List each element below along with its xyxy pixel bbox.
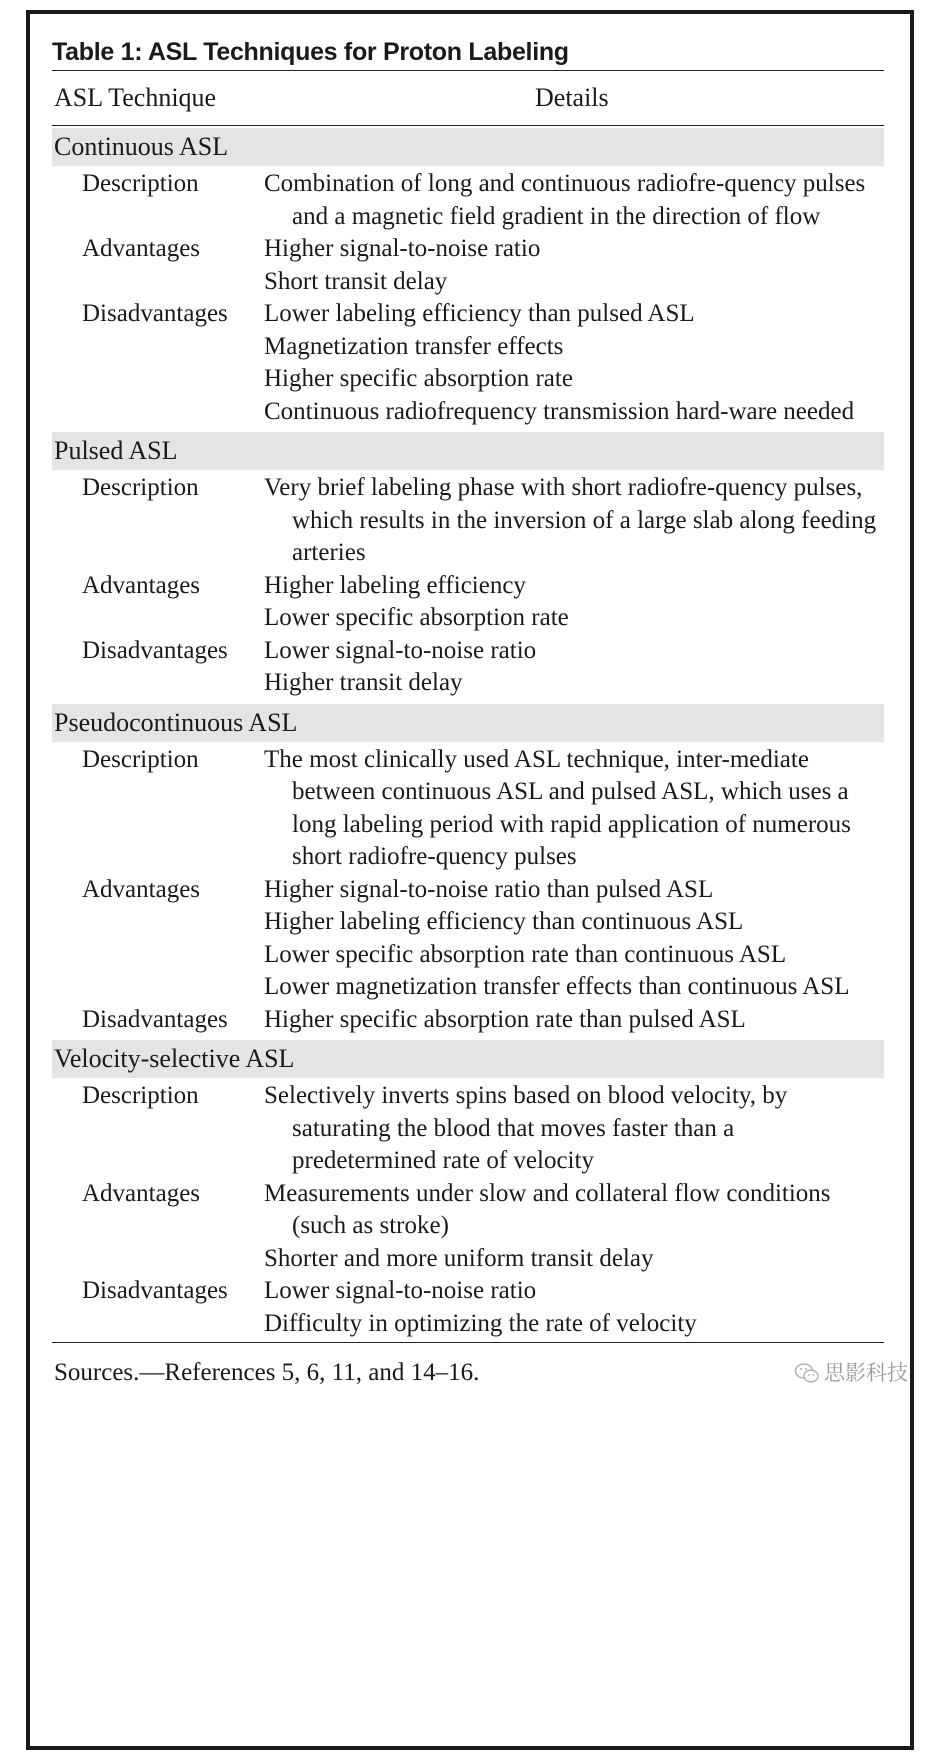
detail-item: Short transit delay: [264, 267, 448, 295]
section-rows: [52, 166, 884, 430]
table-body: [52, 128, 884, 1342]
table-row: [52, 1080, 884, 1178]
table-row: [52, 744, 884, 874]
detail-item: Lower signal-to-noise ratio: [264, 1277, 537, 1304]
header-rule: [52, 125, 884, 126]
row-label: Description: [82, 474, 199, 501]
row-details: [264, 233, 884, 298]
column-header-row: [52, 71, 884, 125]
detail-item: Higher transit delay: [264, 669, 463, 696]
section-header: Pseudocontinuous ASL: [52, 704, 884, 742]
row-details: [264, 1004, 884, 1037]
row-details: [264, 1178, 884, 1276]
detail-item: The most clinically used ASL technique, inter-mediate between continuous ASL and pulsed ASL, which uses a long labeling period with rapid application of numerous short radiofre-quency pulses: [264, 745, 851, 870]
section-rows: [52, 742, 884, 1039]
detail-item: Lower signal-to-noise ratio: [264, 636, 537, 664]
footnote-text: Sources.—References 5, 6, 11, and 14–16.: [54, 1359, 480, 1386]
section-header: Continuous ASL: [52, 128, 884, 166]
detail-item: Higher signal-to-noise ratio: [264, 235, 541, 262]
table-row: [52, 635, 884, 700]
section-header: Pulsed ASL: [52, 432, 884, 470]
column-header-technique: ASL Technique: [54, 83, 217, 112]
table-title: Table 1: ASL Techniques for Proton Labeling: [52, 38, 569, 66]
row-label: Disadvantages: [82, 1005, 228, 1033]
detail-item: Higher specific absorption rate than pulsed ASL: [264, 1005, 746, 1033]
detail-item: Higher specific absorption rate: [264, 365, 573, 392]
table-row: [52, 1178, 884, 1276]
detail-item: Higher labeling efficiency than continuous ASL: [264, 908, 744, 935]
row-details: [264, 570, 884, 635]
row-details: [264, 635, 884, 700]
watermark-text: 思影科技: [824, 1361, 908, 1385]
detail-item: Lower magnetization transfer effects than continuous ASL: [264, 973, 850, 1000]
detail-item: Lower specific absorption rate than continuous ASL: [264, 940, 787, 968]
detail-item: Very brief labeling phase with short radiofre-quency pulses, which results in the inversion of a large slab along feeding arteries: [264, 474, 877, 566]
detail-item: Combination of long and continuous radiofre-quency pulses and a magnetic field gradient in the direction of flow: [264, 170, 866, 230]
detail-item: Difficulty in optimizing the rate of velocity: [264, 1309, 697, 1337]
row-details: [264, 168, 884, 233]
detail-item: Measurements under slow and collateral flow conditions (such as stroke): [264, 1179, 831, 1239]
table-row: [52, 570, 884, 635]
detail-item: Continuous radiofrequency transmission hard-ware needed: [264, 397, 855, 425]
column-header-details: Details: [535, 83, 609, 112]
table-row: [52, 298, 884, 428]
watermark: [794, 1343, 908, 1403]
detail-item: Selectively inverts spins based on blood velocity, by saturating the blood that moves faster than a predetermined rate of velocity: [264, 1082, 788, 1174]
table-frame: [26, 10, 914, 1750]
row-details: [264, 472, 884, 570]
row-label: Advantages: [82, 571, 201, 599]
row-label: Description: [82, 745, 199, 773]
row-details: [264, 874, 884, 1004]
table-row: [52, 1275, 884, 1340]
table-row: [52, 233, 884, 298]
detail-item: Shorter and more uniform transit delay: [264, 1244, 654, 1272]
detail-item: Lower specific absorption rate: [264, 604, 569, 631]
section-header: Velocity-selective ASL: [52, 1040, 884, 1078]
table-container: [52, 14, 908, 1403]
row-details: [264, 1275, 884, 1340]
row-label: Disadvantages: [82, 300, 228, 327]
row-label: Disadvantages: [82, 636, 228, 664]
wechat-icon: [794, 1362, 820, 1384]
table-row: [52, 168, 884, 233]
detail-item: Lower labeling efficiency than pulsed ASL: [264, 300, 695, 327]
table-footnote: [52, 1343, 908, 1403]
detail-item: Magnetization transfer effects: [264, 332, 564, 360]
detail-item: Higher signal-to-noise ratio than pulsed ASL: [264, 875, 714, 903]
row-label: Advantages: [82, 875, 201, 903]
row-label: Description: [82, 1082, 199, 1109]
row-label: Advantages: [82, 235, 201, 262]
section-rows: [52, 470, 884, 702]
row-label: Disadvantages: [82, 1277, 228, 1304]
section-rows: [52, 1078, 884, 1342]
row-label: Description: [82, 170, 199, 197]
row-label: Advantages: [82, 1179, 201, 1207]
row-details: [264, 1080, 884, 1178]
row-details: [264, 298, 884, 428]
table-row: [52, 1004, 884, 1037]
row-details: [264, 744, 884, 874]
table-row: [52, 874, 884, 1004]
table-row: [52, 472, 884, 570]
detail-item: Higher labeling efficiency: [264, 571, 526, 599]
